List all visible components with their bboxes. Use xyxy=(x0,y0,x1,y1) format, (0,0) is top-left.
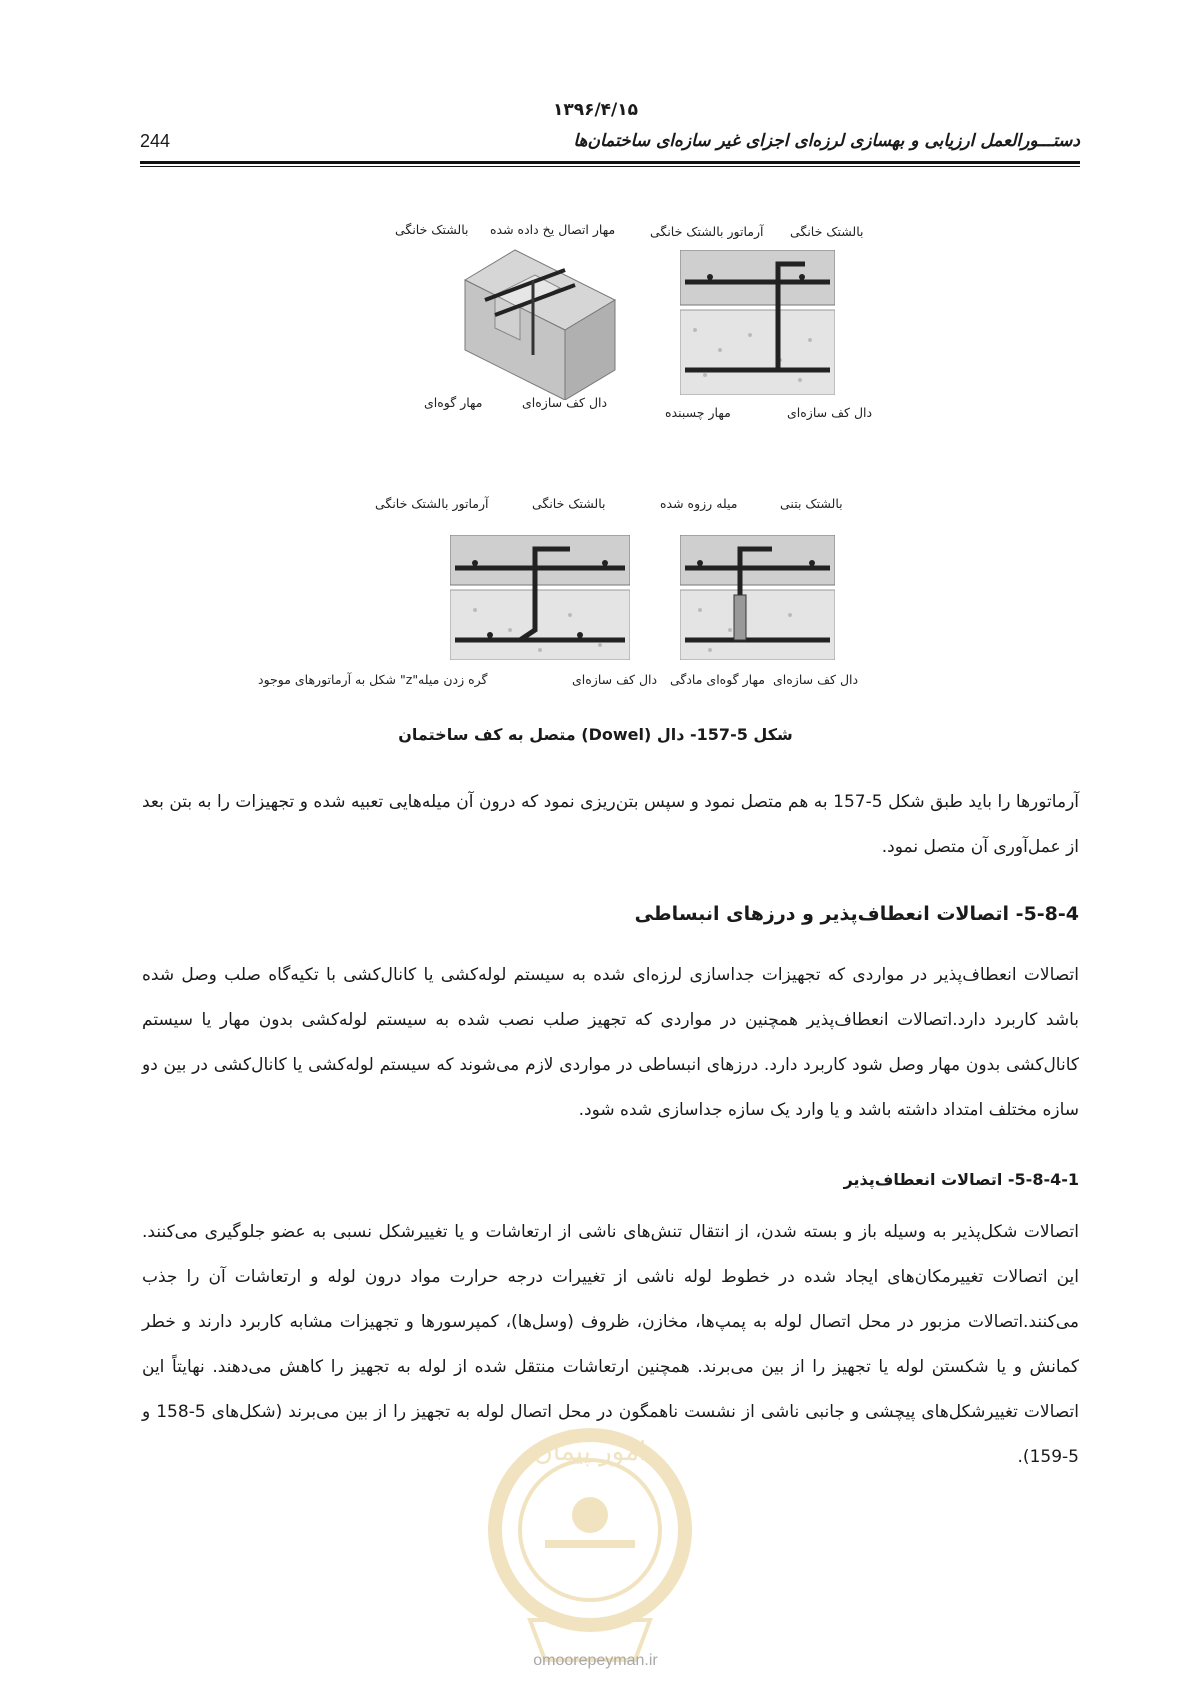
label-tr-top-2: آرماتور بالشتک خانگی xyxy=(650,224,764,239)
label-tr-bottom-1: دال کف سازه‌ای xyxy=(787,405,873,420)
label-tl-bottom-2: مهار گوه‌ای xyxy=(424,395,483,410)
paragraph-2: اتصالات انعطاف‌پذیر در مواردی که تجهیزات جداسازی لرزه‌ای شده به سیستم لوله‌کشی یا کانال‌کشی با تکیه‌گاه صلب وصل شده باشد کاربرد دارد.اتصالات انعطاف‌پذیر همچنین در مواردی که تجهیز صلب نصب شده به سیستم لوله‌کشی بدون مهار یا سیستم کانال‌کشی بدون مهار وصل شود کاربرد دارد. درزهای انبساطی در مواردی لازم می‌شوند که سیستم لوله‌کشی یا کانال‌کشی در بین دو سازه مختلف امتداد داشته باشد و یا وارد یک سازه جداسازی شده شود. xyxy=(142,965,1079,1120)
paragraph-1: آرماتورها را باید طبق شکل 5-157 به هم متصل نمود و سپس بتن‌ریزی نمود که درون آن میله‌هایی تعبیه شده و تجهیزات را به بتن بعد از عمل‌آوری آن متصل نمود. xyxy=(142,792,1079,857)
header-date: ۱۳۹۶/۴/۱۵ xyxy=(552,100,639,120)
watermark-logo-text: امور پیمان xyxy=(533,1437,647,1467)
watermark-logo xyxy=(470,1420,710,1690)
header-rule-thin xyxy=(140,166,1080,167)
page-header xyxy=(140,125,1080,159)
watermark-text: omoorepeyman.ir xyxy=(533,1652,658,1669)
label-br-bottom-1: دال کف سازه‌ای xyxy=(773,672,859,687)
label-bl-bottom-1: دال کف سازه‌ای xyxy=(572,672,658,687)
paragraph-3: اتصالات شکل‌پذیر به وسیله باز و بسته شدن، از انتقال تنش‌های ناشی از ارتعاشات و یا تغییرشکل نسبی به عضو جلوگیری می‌کنند. این اتصالات تغییرمکان‌های ایجاد شده در خطوط لوله ناشی از تغییرات درجه حرارت مواد درون لوله و ارتعاشات آن را جذب می‌کنند.اتصالات مزبور در محل اتصال لوله به پمپ‌ها، مخازن، ظروف (وسل‌ها)، کمپرسورها و تجهیزات مشابه کاربرد دارند و خطر کمانش و یا شکستن لوله یا تجهیز را از بین می‌برند. همچنین ارتعاشات منتقل شده از لوله به تجهیز را کاهش می‌دهند. نهایتاً این اتصالات تغییرشکل‌های پیچشی و جانبی ناشی از نشست ناهمگون در محل اتصال لوله به تجهیز را از بین می‌برند (شکل‌های 5-158 و 5-159). xyxy=(142,1222,1079,1467)
label-bl-bottom-2: گره زدن میله"z" شکل به آرماتورهای موجود xyxy=(258,672,488,687)
figure-caption: شکل 5-157- دال (Dowel) متصل به کف ساختمان xyxy=(398,725,793,744)
page-number: 244 xyxy=(140,131,171,151)
header-title: دستـــورالعمل ارزیابی و بهسازی لرزه‌ای اجزای غیر سازه‌ای ساختمان‌ها xyxy=(573,131,1080,151)
label-tl-top-1: مهار اتصال یخ داده شده xyxy=(490,222,616,237)
label-bl-top-2: آرماتور بالشتک خانگی xyxy=(375,496,489,511)
label-br-bottom-2: مهار گوه‌ای مادگی xyxy=(670,672,765,687)
section-heading-5-8-4-1: 5-8-4-1- اتصالات انعطاف‌پذیر xyxy=(843,1170,1079,1189)
header-rule-thick xyxy=(140,161,1080,164)
label-tl-top-2: بالشتک خانگی xyxy=(395,222,469,237)
label-br-top-2: میله رزوه شده xyxy=(660,496,738,511)
figure-top-left-diagram xyxy=(455,240,620,400)
figure-top-right-diagram xyxy=(680,250,835,395)
section-heading-5-8-4: 5-8-4- اتصالات انعطاف‌پذیر و درزهای انبساطی xyxy=(634,903,1079,925)
label-tr-bottom-2: مهار چسبنده xyxy=(665,405,731,420)
label-tl-bottom-1: دال کف سازه‌ای xyxy=(522,395,608,410)
label-tr-top-1: بالشتک خانگی xyxy=(790,224,864,239)
label-br-top-1: بالشتک بتنی xyxy=(780,496,843,511)
figure-bottom-left-diagram xyxy=(450,535,630,660)
label-bl-top-1: بالشتک خانگی xyxy=(532,496,606,511)
figure-bottom-right-diagram xyxy=(680,535,835,660)
